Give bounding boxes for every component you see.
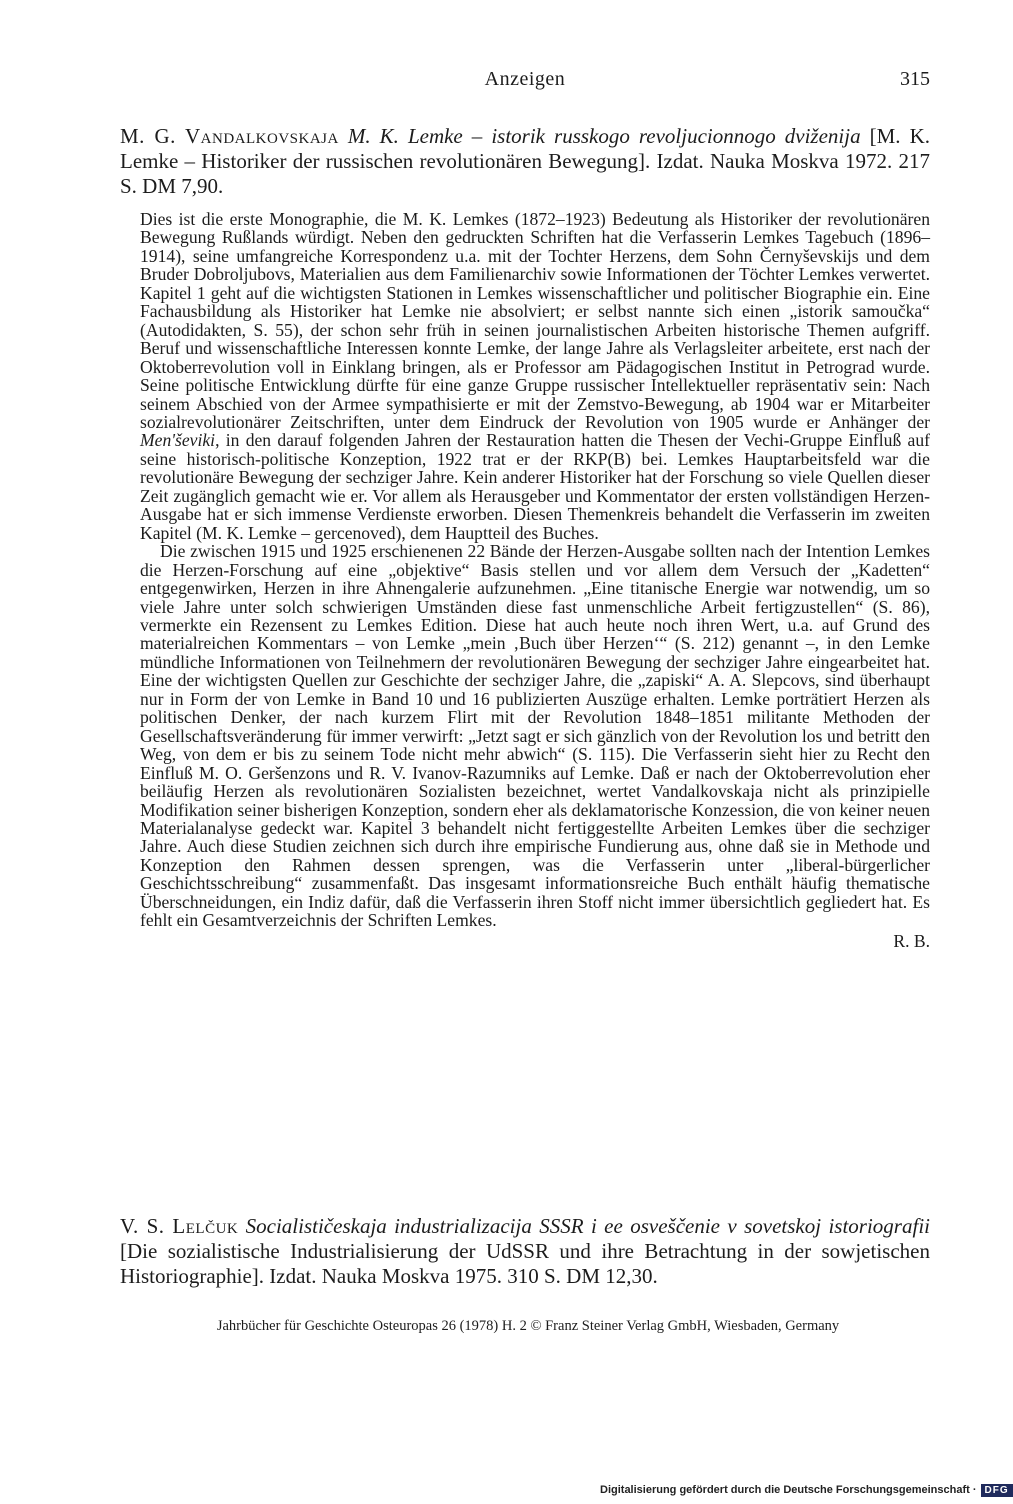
running-header xyxy=(120,68,930,98)
page-number: 315 xyxy=(900,68,930,90)
paragraph-text: , in den darauf folgenden Jahren der Restauration hatten die Thesen der Vechi-Gruppe Einfluß auf seine historisch-politische Konzeption, 1922 trat er der RKP(B) bei. Lemkes Hauptarbeitsfeld war die revolutionäre Bewegung der sechziger Jahre. Kein anderer Historiker hat der Forschung so viele Quellen dieser Zeit zugänglich gemacht wie er. Vor allem als Herausgeber und Kommentator der ersten vollständigen Herzen-Ausgabe hat er sich immense Verdienste erworben. Diesen Themenkreis behandelt die Verfasserin im zweiten Kapitel (M. K. Lemke – gercenoved), dem Hauptteil des Buches. xyxy=(140,430,930,543)
review-paragraph xyxy=(140,210,930,542)
entry-title-german: [M. K. Lemke – Historiker der russischen revolutionären Bewegung]. Izdat. Nauka Moskva 1972. 217 S. DM 7,90. xyxy=(120,124,930,198)
review-text xyxy=(140,210,930,950)
entry-author: V. S. Lelčuk xyxy=(120,1214,239,1238)
dfg-text: Digitalisierung gefördert durch die Deutsche Forschungsgemeinschaft · xyxy=(600,1484,977,1496)
running-title: Anzeigen xyxy=(484,68,566,90)
italic-term: Men'ševiki xyxy=(140,430,216,451)
paragraph-text: Dies ist die erste Monographie, die M. K. Lemkes (1872–1923) Bedeutung als Historiker der revolutionären Bewegung Rußlands würdigt. Neben den gedruckten Schriften hat die Verfasserin Lemkes Tagebuch (1896–1914), seine umfangreiche Korrespondenz u.a. mit der Tochter Herzens, dem Sohn Černyševskijs und dem Bruder Dobroljubovs, Materialien aus dem Familienarchiv sowie Informationen der Töchter Lemkes verwertet. Kapitel 1 geht auf die wichtigsten Stationen in Lemkes wissenschaftlicher und politischer Biographie ein. Eine Fachausbildung als Historiker hat Lemke nie absolviert; er selbst nannte sich einen „istorik samoučka“ (Autodidakten, S. 55), der schon sehr früh in seinen journalistischen Arbeiten historische Themen aufgriff. Beruf und wissenschaftliche Interessen konnte Lemke, der lange Jahre als Verlagsleiter arbeitete, erst nach der Oktoberrevolution voll in Einklang bringen, als er Professor am Pädagogischen Institut in Petrograd wurde. Seine politische Entwicklung dürfte für eine ganze Gruppe russischer Intellektueller repräsentativ sein: Nach seinem Abschied von der Armee sympathisierte er mit der Zemstvo-Bewegung, ab 1904 war er Mitarbeiter sozialrevolutionärer Zeitschriften, unter dem Eindruck der Revolution von 1905 wurde er Anhänger der xyxy=(140,209,930,432)
entry-title-russian: Socialističeskaja industrializacija SSSR i ee osveščenie v sovetskoj istoriografii xyxy=(245,1214,930,1238)
journal-footer: Jahrbücher für Geschichte Osteuropas 26 (1978) H. 2 © Franz Steiner Verlag GmbH, Wiesbaden, Germany xyxy=(216,1318,840,1334)
entry-title-german: [Die sozialistische Industrialisierung der UdSSR und ihre Betrachtung in der sowjetischen Historiographie]. Izdat. Nauka Moskva 1975. 310 S. DM 12,30. xyxy=(120,1239,930,1288)
entry-author: M. G. Vandalkovskaja xyxy=(120,124,339,148)
entry-title-russian: M. K. Lemke – istorik russkogo revoljucionnogo dviženija xyxy=(347,124,861,148)
reviewer-initials: R. B. xyxy=(893,930,930,951)
dfg-logo: DFG xyxy=(981,1484,1013,1497)
bibliographic-entry-1 xyxy=(120,124,930,199)
bibliographic-entry-2 xyxy=(120,1214,930,1289)
digitization-note xyxy=(600,1484,1013,1497)
review-paragraph: Die zwischen 1915 und 1925 erschienenen 22 Bände der Herzen-Ausgabe sollten nach der Intention Lemkes die Herzen-Forschung auf eine „objektive“ Basis stellen und vor allem dem Versuch der „Kadetten“ entgegenwirken, Herzen in ihre Ahnengalerie aufzunehmen. „Eine titanische Energie war notwendig, um so viele Jahre unter solch schwierigen Umständen diese fast unmenschliche Arbeit fertigzustellen“ (S. 86), vermerkte ein Rezensent zu Lemkes Edition. Diese hat auch heute noch ihren Wert, u.a. auf Grund des materialreichen Kommentars – von Lemke „mein ‚Buch über Herzen‘“ (S. 212) genannt –, in den Lemke mündliche Informationen von Teilnehmern der revolutionären Bewegung der sechziger Jahre eingearbeitet hat. Eine der wichtigsten Quellen zur Geschichte der sechziger Jahre, die „zapiski“ A. A. Slepcovs, sind überhaupt nur in Form der von Lemke in Band 10 und 16 publizierten Auszüge erhalten. Lemke porträtiert Herzen als politischen Denker, der nach kurzem Flirt mit der Revolution 1848–1851 militante Methoden der Gesellschaftsveränderung für immer verwirft: „Jetzt sagt er sich gänzlich von der Revolution los und betritt den Weg, von dem er bis zu seinem Tode nicht mehr abwich“ (S. 115). Die Verfasserin sieht hier zu Recht den Einfluß M. O. Geršenzons und R. V. Ivanov-Razumniks auf Lemke. Daß er nach der Oktoberrevolution eher beiläufig Herzen als revolutionären Sozialisten bezeichnet, wertet Vandalkovskaja nicht als prinzipielle Modifikation seiner bisherigen Konzeption, sondern eher als deklamatorische Konzession, die von keiner neuen Materialanalyse gedeckt war. Kapitel 3 behandelt nicht fertiggestellte Arbeiten Lemkes über die sechziger Jahre. Auch diese Studien zeichnen sich durch ihre empirische Fundierung aus, ohne daß sie in Methode und Konzeption den Rahmen dessen sprengen, was die Verfasserin unter „liberal-bürgerlicher Geschichtsschreibung“ zusammenfaßt. Das insgesamt informationsreiche Buch enthält häufig thematische Überschneidungen, ein Indiz dafür, daß die Verfasserin ihren Stoff nicht immer übersichtlich gegliedert hat. Es fehlt ein Gesamtverzeichnis der Schriften Lemkes. xyxy=(140,541,930,931)
